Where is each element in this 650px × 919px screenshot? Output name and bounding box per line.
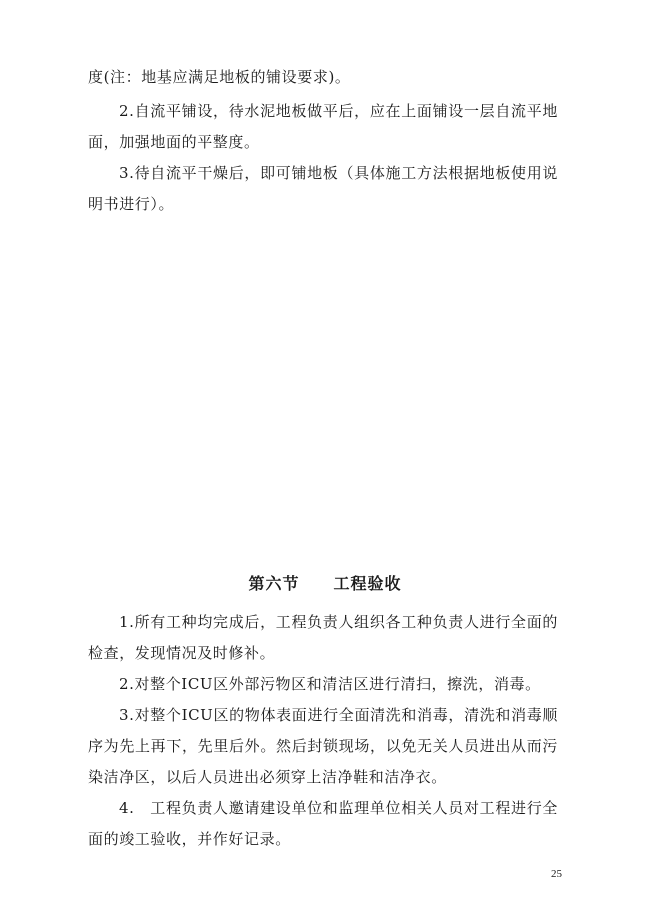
paragraph-acceptance: 4. 工程负责人邀请建设单位和监理单位相关人员对工程进行全面的竣工验收，并作好记录。 xyxy=(88,799,558,848)
paragraph-self-leveling: 2.自流平铺设，待水泥地板做平后，应在上面铺设一层自流平地面，加强地面的平整度。 xyxy=(88,102,558,151)
page-number: 25 xyxy=(551,868,562,880)
section-title: 工程验收 xyxy=(333,574,402,593)
section-heading xyxy=(0,571,650,594)
paragraph-floor-laying: 3.待自流平干燥后，即可铺地板（具体施工方法根据地板使用说明书进行）。 xyxy=(88,164,558,213)
paragraph-cleaning: 2.对整个ICU区外部污物区和清洁区进行清扫，擦洗，消毒。 xyxy=(119,675,541,693)
paragraph-inspection: 1.所有工种均完成后，工程负责人组织各工种负责人进行全面的检查，发现情况及时修补。 xyxy=(88,613,558,662)
section-number: 第六节 xyxy=(248,574,300,593)
paragraph-continuation: 度(注：地基应满足地板的铺设要求)。 xyxy=(88,68,351,86)
paragraph-disinfection: 3.对整个ICU区的物体表面进行全面清洗和消毒，清洗和消毒顺序为先上再下，先里后外。然后封锁现场，以免无关人员进出从而污染洁净区，以后人员进出必须穿上洁净鞋和洁净衣。 xyxy=(88,706,558,786)
